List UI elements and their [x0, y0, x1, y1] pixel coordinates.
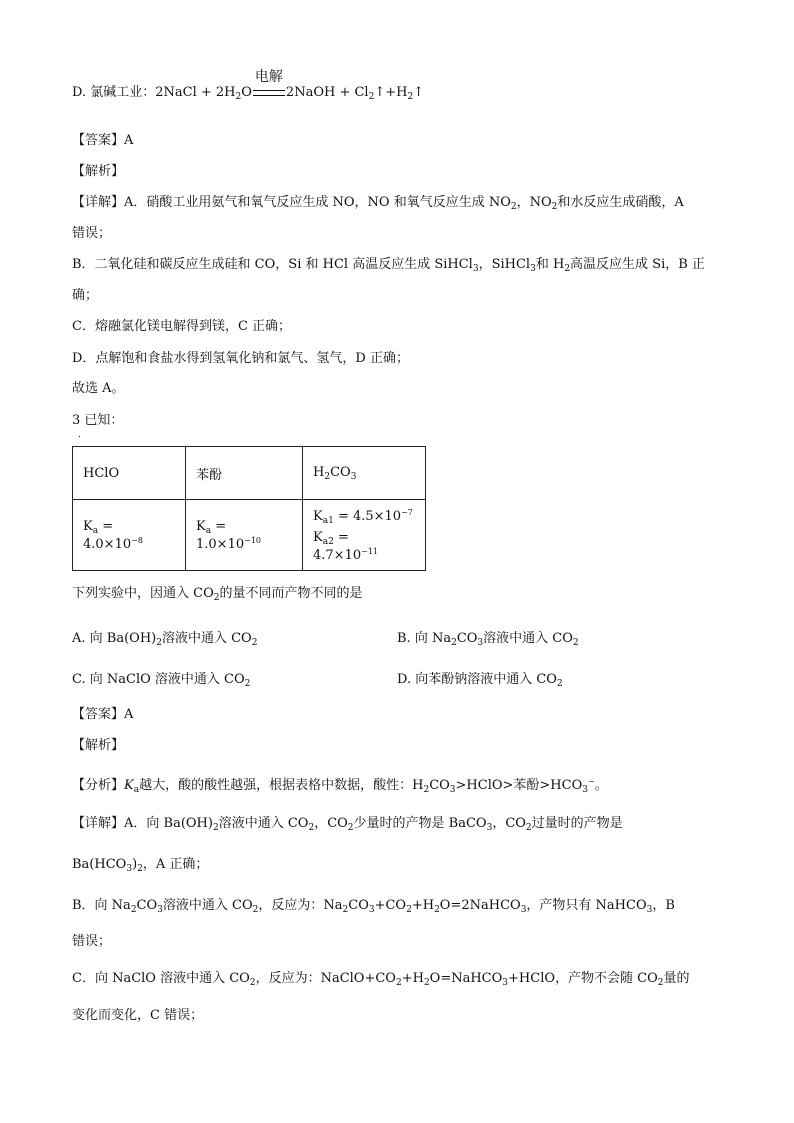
detail-a-cont: 错误；	[72, 226, 112, 241]
detail-c-line: C．熔融氯化镁电解得到镁，C 正确；	[72, 319, 292, 334]
q3-analysis-label: 【解析】	[72, 738, 125, 753]
table-header-phenol: 苯酚	[186, 447, 303, 500]
q3-question: 下列实验中，因通入 $CO_2$的量不同而产物不同的是	[72, 586, 363, 603]
q3-dot: .	[78, 430, 81, 440]
electrolysis-arrow: 电解	[252, 84, 286, 102]
q3-answer-label: 【答案】A	[72, 707, 134, 722]
option-c[interactable]: C. 向 NaClO 溶液中通入 $CO_2$	[72, 672, 251, 689]
q3-detail-a-line: 【详解】A．向 $Ba(OH)_2$溶液中通入 $CO_2$，$CO_2$少量时的产物是 BaCO$_3$，$CO_2$过量时的产物是	[72, 816, 623, 833]
q3-analysis-line: 【分析】$K_a$越大，酸的酸性越强，根据表格中数据，酸性：$H_2CO_3>HClO>$苯酚$>HCO_3^-$。	[72, 777, 608, 795]
option-b[interactable]: B. 向 $Na_2CO_3$溶液中通入 $CO_2$	[397, 631, 579, 648]
q3-detail-c-cont: 变化而变化，C 错误；	[72, 1008, 204, 1023]
detail-d-line: D．点解饱和食盐水得到氢氧化钠和氯气、氢气，D 正确；	[72, 351, 409, 366]
detail-b-cont: 确；	[72, 288, 99, 303]
option-a[interactable]: A. 向 $Ba(OH)_2$溶液中通入 $CO_2$	[72, 631, 258, 648]
q3-detail-a-cont: $Ba(HCO_3)_2$，A 正确；	[72, 857, 209, 874]
analysis-label: 【解析】	[72, 164, 125, 179]
detail-a-line: 【详解】A．硝酸工业用氨气和氧气反应生成 NO，NO 和氧气反应生成 $NO_2$，$NO_2$和水反应生成硝酸，A	[72, 195, 684, 212]
table-cell-hclo-ka: $K_a = 4.0\times 10^{-8}$	[73, 500, 186, 571]
ka-table	[72, 446, 426, 571]
option-d-label: D. 氯碱工业：	[72, 85, 156, 100]
table-cell-phenol-ka: $K_a = 1.0\times 10^{-10}$	[186, 500, 303, 571]
chlor-alkali-equation: 2NaCl + $2H_2O$ 电解 2NaOH + $Cl_2↑+H_2↑$	[155, 69, 425, 102]
detail-b-line: B．二氧化硅和碳反应生成硅和 CO，Si 和 HCl 高温反应生成 SiHCl$_3$，SiHCl$_3$和 $H_2$高温反应生成 Si，B 正	[72, 257, 705, 274]
table-header-h2co3: $H_2CO_3$	[303, 447, 426, 500]
q3-stem: 3 已知：	[72, 413, 124, 428]
table-cell-h2co3-ka: $K_{a1} = 4.5\times 10^{-7}$ $K_{a2} = 4.7\times 10^{-11}$	[303, 500, 426, 571]
table-row	[73, 500, 426, 571]
answer-label: 【答案】A	[72, 133, 134, 148]
q3-detail-c-line: C．向 NaClO 溶液中通入 $CO_2$，反应为：$NaClO+CO_2+H_2O=NaHCO_3+HClO$，产物不会随 $CO_2$量的	[72, 971, 690, 988]
table-header-hclo: HClO	[73, 447, 186, 500]
option-d[interactable]: D. 向苯酚钠溶液中通入 $CO_2$	[397, 672, 563, 689]
q3-detail-b-line: B．向 $Na_2CO_3$溶液中通入 $CO_2$，反应为：$Na_2CO_3+CO_2+H_2O=2NaHCO_3$，产物只有 NaHCO$_3$，B	[72, 898, 675, 915]
option-d-line	[72, 69, 425, 106]
q3-detail-b-cont: 错误；	[72, 934, 112, 949]
table-row	[73, 447, 426, 500]
conclusion-line: 故选 A。	[72, 381, 125, 396]
